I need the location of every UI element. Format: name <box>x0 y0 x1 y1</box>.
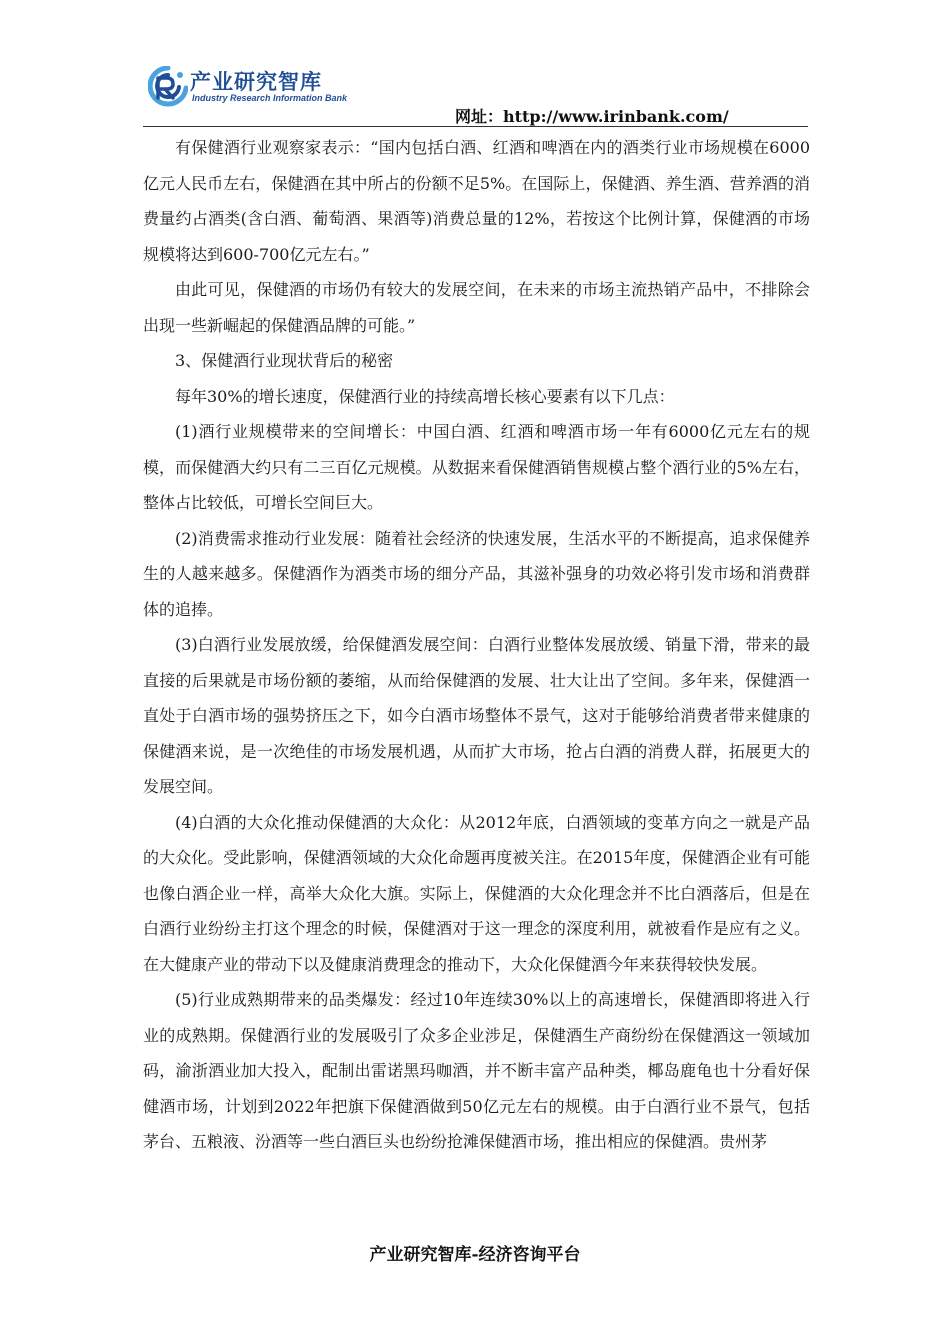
document-body <box>143 130 810 1160</box>
paragraph-growth-factors-intro: 每年30%的增长速度，保健酒行业的持续高增长核心要素有以下几点： <box>175 386 675 406</box>
logo-mark-icon <box>148 66 188 108</box>
paragraph-market-space: 由此可见，保健酒的市场仍有较大的发展空间，在未来的市场主流热销产品中，不排除会出现一些新崛起的保健酒品牌的可能。” <box>143 280 810 335</box>
logo-chinese-text: 产业研究智库 <box>190 70 322 94</box>
paragraph-observer-quote: 有保健酒行业观察家表示：“国内包括白酒、红酒和啤酒在内的酒类行业市场规模在6000亿元人民币左右，保健酒在其中所占的份额不足5%。在国际上，保健酒、养生酒、营养酒的消费量约占酒类(含白酒、葡萄酒、果酒等)消费总量的12%，若按这个比例计算，保健酒的市场规模将达到600-700亿元左右。” <box>143 138 810 264</box>
logo-english-text: Industry Research Information Bank <box>192 93 348 103</box>
section-heading-secrets: 3、保健酒行业现状背后的秘密 <box>175 351 394 370</box>
website-url: 网址：http://www.irinbank.com/ <box>455 107 729 126</box>
page-footer: 产业研究智库-经济咨询平台 <box>369 1245 581 1265</box>
irinbank-logo <box>148 66 348 108</box>
paragraph-factor-3: (3)白酒行业发展放缓，给保健酒发展空间：白酒行业整体发展放缓、销量下滑，带来的最直接的后果就是市场份额的萎缩，从而给保健酒的发展、壮大让出了空间。多年来，保健酒一直处于白酒市场的强势挤压之下，如今白酒市场整体不景气，这对于能够给消费者带来健康的保健酒来说，是一次绝佳的市场发展机遇，从而扩大市场，抢占白酒的消费人群，拓展更大的发展空间。 <box>143 635 810 796</box>
paragraph-factor-1: (1)酒行业规模带来的空间增长：中国白酒、红酒和啤酒市场一年有6000亿元左右的规模，而保健酒大约只有二三百亿元规模。从数据来看保健酒销售规模占整个酒行业的5%左右，整体占比较低，可增长空间巨大。 <box>143 422 810 512</box>
header-divider <box>143 126 808 127</box>
page-header <box>0 0 950 132</box>
paragraph-factor-2: (2)消费需求推动行业发展：随着社会经济的快速发展，生活水平的不断提高，追求保健养生的人越来越多。保健酒作为酒类市场的细分产品，其滋补强身的功效必将引发市场和消费群体的追捧。 <box>143 528 810 619</box>
paragraph-factor-5: (5)行业成熟期带来的品类爆发：经过10年连续30%以上的高速增长，保健酒即将进入行业的成熟期。保健酒行业的发展吸引了众多企业涉足，保健酒生产商纷纷在保健酒这一领域加码，渝浙酒业加大投入，配制出雷诺黑玛咖酒，并不断丰富产品种类，椰岛鹿龟也十分看好保健酒市场，计划到2022年把旗下保健酒做到50亿元左右的规模。由于白酒行业不景气，包括茅台、五粮液、汾酒等一些白酒巨头也纷纷抢滩保健酒市场，推出相应的保健酒。贵州茅 <box>143 990 810 1151</box>
paragraph-factor-4: (4)白酒的大众化推动保健酒的大众化：从2012年底，白酒领域的变革方向之一就是产品的大众化。受此影响，保健酒领域的大众化命题再度被关注。在2015年度，保健酒企业有可能也像白酒企业一样，高举大众化大旗。实际上，保健酒的大众化理念并不比白酒落后，但是在白酒行业纷纷主打这个理念的时候，保健酒对于这一理念的深度利用，就被看作是应有之义。在大健康产业的带动下以及健康消费理念的推动下，大众化保健酒今年来获得较快发展。 <box>143 812 810 974</box>
